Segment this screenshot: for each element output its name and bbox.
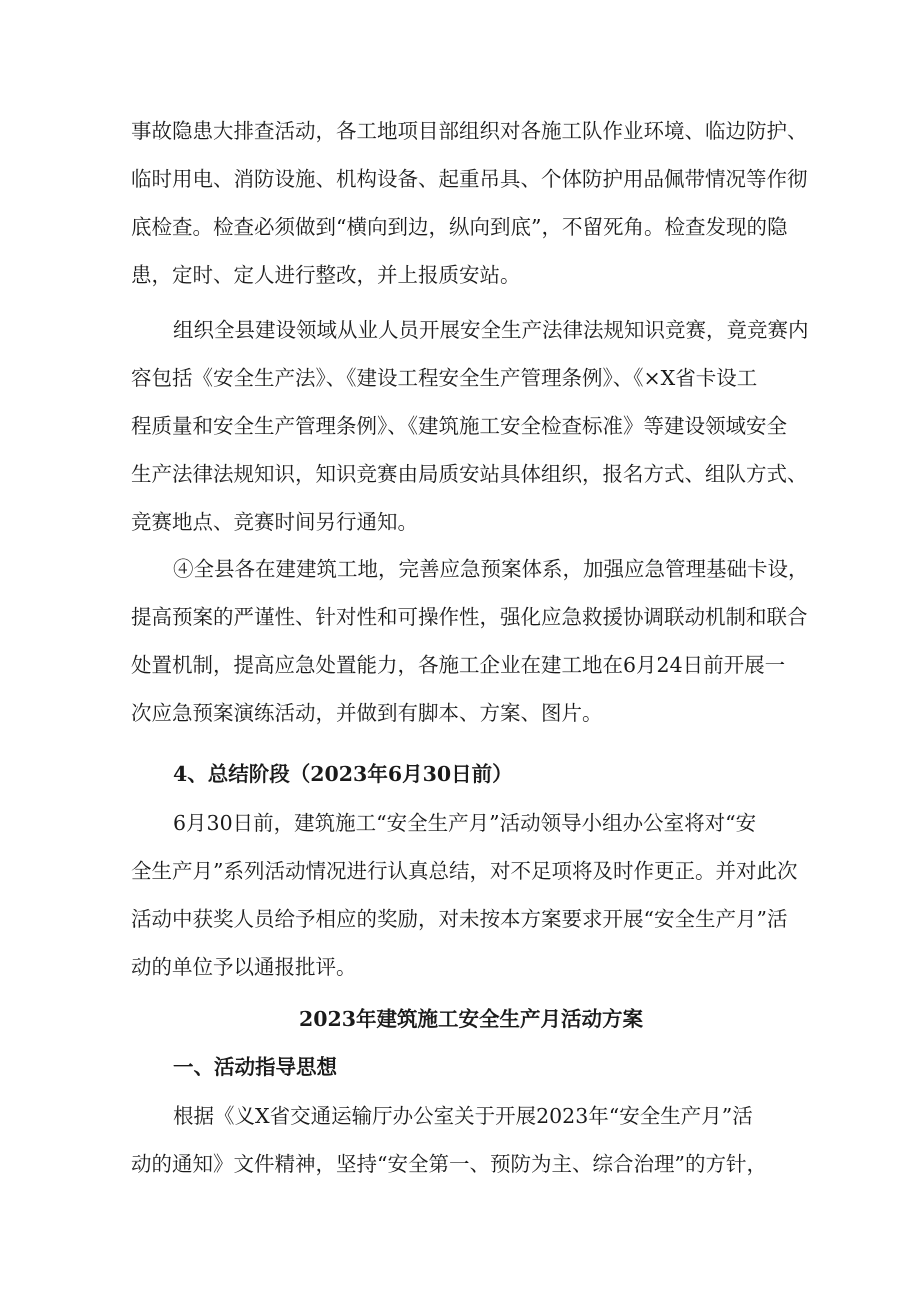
paragraph-line: 容包括《安全生产法》、《建设工程安全生产管理条例》、《×X省卡设工 <box>131 366 758 390</box>
document-title: 2023年建筑施工安全生产月活动方案 <box>299 1007 644 1031</box>
section-heading: 4、总结阶段（2023年6月30日前） <box>173 762 513 786</box>
paragraph-line: 根据《义X省交通运输厅办公室关于开展2023年“安全生产月”活 <box>173 1104 753 1128</box>
paragraph-line: 动的通知》文件精神，坚持“安全第一、预防为主、综合治理”的方针， <box>131 1152 767 1176</box>
paragraph-line: 生产法律法规知识，知识竞赛由局质安站具体组织，报名方式、组队方式、 <box>131 462 808 486</box>
paragraph-line: 提高预案的严谨性、针对性和可操作性，强化应急救援协调联动机制和联合 <box>131 605 808 629</box>
section-heading: 一、活动指导思想 <box>173 1055 337 1079</box>
paragraph-line: 临时用电、消防设施、机构设备、起重吊具、个体防护用品佩带情况等作彻 <box>131 167 808 191</box>
paragraph-line: 6月30日前，建筑施工“安全生产月”活动领导小组办公室将对“安 <box>173 811 757 835</box>
paragraph-line: ④全县各在建建筑工地，完善应急预案体系，加强应急管理基础卡设， <box>173 557 809 581</box>
paragraph-line: 竞赛地点、竞赛时间另行通知。 <box>131 510 418 534</box>
paragraph-line: 处置机制，提高应急处置能力，各施工企业在建工地在6月24日前开展一 <box>131 653 786 677</box>
paragraph-line: 事故隐患大排查活动，各工地项目部组织对各施工队作业环境、临边防护、 <box>131 119 808 143</box>
paragraph-line: 活动中获奖人员给予相应的奖励，对未按本方案要求开展“安全生产月”活 <box>131 907 788 931</box>
paragraph-line: 组织全县建设领域从业人员开展安全生产法律法规知识竞赛，竟竞赛内 <box>173 318 809 342</box>
paragraph-line: 次应急预案演练活动，并做到有脚本、方案、图片。 <box>131 701 603 725</box>
paragraph-line: 全生产月”系列活动情况进行认真总结，对不足项将及时作更正。并对此次 <box>131 859 798 883</box>
paragraph-line: 底检查。检查必须做到“横向到边，纵向到底”，不留死角。检查发现的隐 <box>131 215 788 239</box>
paragraph-line: 患，定时、定人进行整改，并上报质安站。 <box>131 263 521 287</box>
paragraph-line: 程质量和安全生产管理条例》、《建筑施工安全检查标准》等建设领域安全 <box>131 414 787 438</box>
paragraph-line: 动的单位予以通报批评。 <box>131 955 357 979</box>
